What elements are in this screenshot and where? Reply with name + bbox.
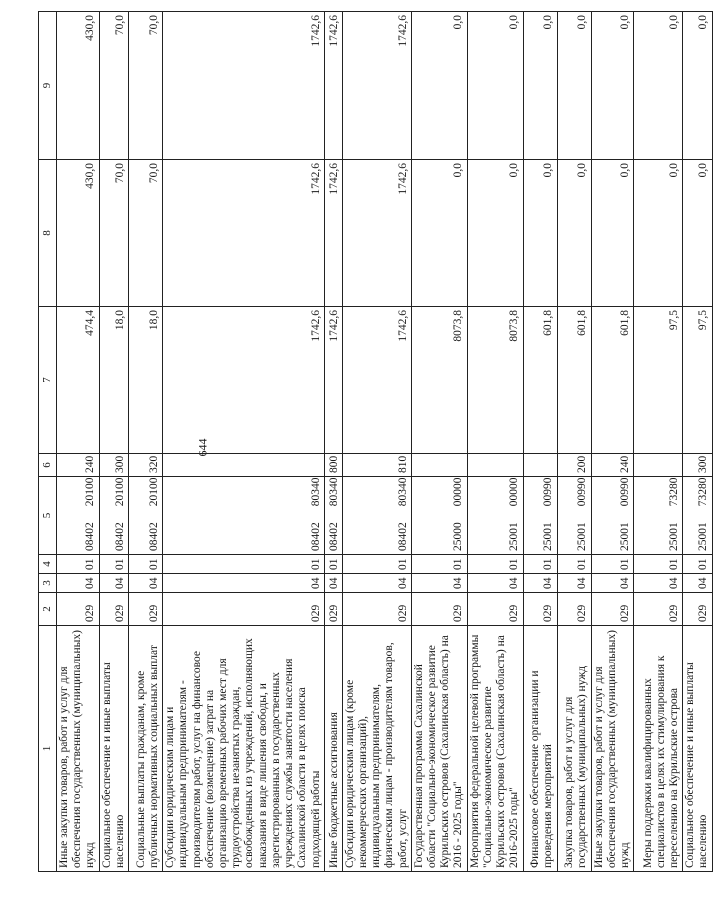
row-amount-year3: 1742,6 [342, 12, 411, 160]
table-row [591, 12, 634, 872]
row-amount-year2: 70,0 [129, 160, 163, 307]
row-name: Субсидии юридическим лицам (кроме некоммерческих организаций), индивидуальным предпринимателям, физическим лицам - производителям товаров, работ, услуг [342, 626, 411, 872]
row-amount-year1: 97,5 [634, 307, 683, 454]
target-code-part: 00000 [508, 477, 521, 507]
row-amount-year3: 0,0 [411, 12, 467, 160]
header-cell: 7 [39, 307, 57, 454]
row-code-expense-type [411, 454, 467, 477]
row-code-ministry: 029 [683, 593, 712, 626]
table-row [129, 12, 163, 872]
row-code-section: 04 [591, 574, 634, 593]
target-code-part: 00990 [619, 477, 631, 507]
row-amount-year2: 430,0 [57, 160, 100, 307]
table-row [324, 12, 342, 872]
header-cell: 9 [39, 12, 57, 160]
row-amount-year3: 70,0 [129, 12, 163, 160]
row-code-target [467, 477, 523, 555]
rotated-page [38, 12, 710, 872]
row-name: Мероприятия федеральной целевой программы "Социально-экономическое развитие Курильских островов (Сахалинская область) на 2016-2025 годы" [467, 626, 523, 872]
row-code-ministry: 029 [411, 593, 467, 626]
row-code-expense-type [163, 454, 325, 477]
row-code-expense-type: 800 [324, 454, 342, 477]
target-code-part: 08402 [309, 522, 322, 551]
row-code-ministry: 029 [324, 593, 342, 626]
row-code-section: 04 [99, 574, 128, 593]
row-amount-year2: 1742,6 [163, 160, 325, 307]
target-code-part: 80340 [327, 477, 340, 507]
header-cell: 6 [39, 454, 57, 477]
row-code-ministry: 029 [634, 593, 683, 626]
row-amount-year2: 1742,6 [324, 160, 342, 307]
table-row [57, 12, 100, 872]
row-amount-year3: 430,0 [57, 12, 100, 160]
row-code-subsection: 01 [163, 555, 325, 574]
target-code-part: 25000 [452, 522, 465, 551]
row-code-target [523, 477, 557, 555]
row-code-section: 04 [467, 574, 523, 593]
budget-table [38, 11, 713, 872]
row-code-section: 04 [683, 574, 712, 593]
row-amount-year3: 0,0 [557, 12, 591, 160]
row-amount-year2: 0,0 [683, 160, 712, 307]
target-code-part: 00000 [452, 477, 465, 507]
row-code-ministry: 029 [99, 593, 128, 626]
row-amount-year1: 601,8 [591, 307, 634, 454]
target-code-part: 80340 [309, 477, 322, 507]
row-amount-year1: 18,0 [99, 307, 128, 454]
row-code-target [129, 477, 163, 555]
row-code-ministry: 029 [467, 593, 523, 626]
row-code-ministry: 029 [57, 593, 100, 626]
table-row [467, 12, 523, 872]
row-code-subsection: 01 [634, 555, 683, 574]
row-amount-year2: 0,0 [557, 160, 591, 307]
target-code-part: 00990 [542, 477, 555, 507]
row-amount-year2: 0,0 [411, 160, 467, 307]
row-code-section: 04 [411, 574, 467, 593]
row-code-target [342, 477, 411, 555]
row-amount-year3: 1742,6 [163, 12, 325, 160]
row-name: Государственная программа Сахалинской области "Социально-экономическое развитие Курильских островов (Сахалинская область) на 2016 - 2025 годы" [411, 626, 467, 872]
target-code-part: 20100 [147, 477, 160, 507]
row-code-target [591, 477, 634, 555]
row-code-subsection: 01 [342, 555, 411, 574]
row-code-section: 04 [324, 574, 342, 593]
row-code-expense-type: 300 [99, 454, 128, 477]
row-code-subsection: 01 [324, 555, 342, 574]
row-name: Социальное обеспечение и иные выплаты населению [683, 626, 712, 872]
row-code-target [557, 477, 591, 555]
row-code-expense-type: 320 [129, 454, 163, 477]
row-code-ministry: 029 [129, 593, 163, 626]
row-amount-year2: 0,0 [634, 160, 683, 307]
row-code-expense-type [467, 454, 523, 477]
row-amount-year2: 70,0 [99, 160, 128, 307]
row-name: Социальные выплаты гражданам, кроме публичных нормативных социальных выплат [129, 626, 163, 872]
row-amount-year2: 0,0 [523, 160, 557, 307]
target-code-part: 25001 [542, 522, 555, 551]
row-name: Иные бюджетные ассигнования [324, 626, 342, 872]
row-amount-year1: 18,0 [129, 307, 163, 454]
row-name: Иные закупки товаров, работ и услуг для обеспечения государственных (муниципальных) нужд [591, 626, 634, 872]
row-amount-year1: 8073,8 [467, 307, 523, 454]
table-row [683, 12, 712, 872]
target-code-part: 25001 [668, 522, 680, 551]
row-name: Финансовое обеспечение организации и проведения мероприятий [523, 626, 557, 872]
row-amount-year3: 70,0 [99, 12, 128, 160]
header-cell: 4 [39, 555, 57, 574]
row-amount-year1: 474,4 [57, 307, 100, 454]
target-code-part: 73280 [668, 477, 680, 507]
row-name: Социальное обеспечение и иные выплаты населению [99, 626, 128, 872]
row-code-subsection: 01 [683, 555, 712, 574]
row-amount-year2: 0,0 [591, 160, 634, 307]
target-code-part: 08402 [147, 522, 160, 551]
row-code-ministry: 029 [591, 593, 634, 626]
table-row [163, 12, 325, 872]
row-code-expense-type: 240 [591, 454, 634, 477]
row-code-section: 04 [523, 574, 557, 593]
row-code-subsection: 01 [523, 555, 557, 574]
row-amount-year1: 1742,6 [324, 307, 342, 454]
row-code-expense-type: 200 [557, 454, 591, 477]
table-row [342, 12, 411, 872]
row-code-ministry: 029 [557, 593, 591, 626]
target-code-part: 08402 [396, 522, 409, 551]
row-amount-year3: 0,0 [683, 12, 712, 160]
row-code-expense-type: 240 [57, 454, 100, 477]
row-amount-year2: 1742,6 [342, 160, 411, 307]
row-amount-year3: 0,0 [634, 12, 683, 160]
row-amount-year3: 0,0 [523, 12, 557, 160]
page-number: 644 [195, 438, 210, 457]
row-code-section: 04 [342, 574, 411, 593]
row-name: Закупка товаров, работ и услуг для государственных (муниципальных) нужд [557, 626, 591, 872]
row-code-target [99, 477, 128, 555]
row-amount-year1: 1742,6 [163, 307, 325, 454]
row-code-subsection: 01 [57, 555, 100, 574]
row-code-subsection: 01 [129, 555, 163, 574]
table-row [523, 12, 557, 872]
header-cell: 1 [39, 626, 57, 872]
target-code-part: 20100 [84, 477, 97, 507]
row-code-subsection: 01 [467, 555, 523, 574]
target-code-part: 00990 [576, 477, 589, 507]
table-row [99, 12, 128, 872]
header-row [39, 12, 57, 872]
row-code-section: 04 [163, 574, 325, 593]
row-code-subsection: 01 [591, 555, 634, 574]
row-code-ministry: 029 [342, 593, 411, 626]
row-amount-year1: 1742,6 [342, 307, 411, 454]
row-name: Меры поддержки квалифицированных специалистов в целях их стимулирования к переселению на Курильские острова [634, 626, 683, 872]
row-code-section: 04 [129, 574, 163, 593]
row-amount-year3: 1742,6 [324, 12, 342, 160]
row-code-section: 04 [557, 574, 591, 593]
row-code-subsection: 01 [411, 555, 467, 574]
row-code-subsection: 01 [557, 555, 591, 574]
row-code-subsection: 01 [99, 555, 128, 574]
row-code-expense-type: 300 [683, 454, 712, 477]
target-code-part: 80340 [396, 477, 409, 507]
target-code-part: 25001 [576, 522, 589, 551]
row-amount-year3: 0,0 [591, 12, 634, 160]
row-code-target [634, 477, 683, 555]
row-amount-year1: 8073,8 [411, 307, 467, 454]
row-amount-year1: 601,8 [557, 307, 591, 454]
row-amount-year3: 0,0 [467, 12, 523, 160]
target-code-part: 25001 [508, 522, 521, 551]
target-code-part: 25001 [619, 522, 631, 551]
target-code-part: 08402 [113, 522, 126, 551]
row-name: Иные закупки товаров, работ и услуг для обеспечения государственных (муниципальных) нужд [57, 626, 100, 872]
target-code-part: 08402 [327, 522, 340, 551]
target-code-part: 20100 [113, 477, 126, 507]
row-code-target [324, 477, 342, 555]
row-code-target [57, 477, 100, 555]
target-code-part: 08402 [84, 522, 97, 551]
row-amount-year2: 0,0 [467, 160, 523, 307]
row-amount-year1: 601,8 [523, 307, 557, 454]
target-code-part: 25001 [697, 522, 710, 551]
row-code-target [163, 477, 325, 555]
row-code-target [683, 477, 712, 555]
header-cell: 8 [39, 160, 57, 307]
row-name: Субсидии юридическим лицам и индивидуальным предпринимателям - производителям работ, услуг на финансовое обеспечение (возмещение) затрат на организацию временных рабочих мест для трудоустройства незанятых граждан, освобожденных из учреждений, исполняющих наказания в виде лишения свободы, и зарегистрированных в государственных учреждениях службы занятости населения Сахалинской области в целях поиска подходящей работы [163, 626, 325, 872]
row-code-target [411, 477, 467, 555]
target-code-part: 73280 [697, 477, 710, 507]
row-code-expense-type: 810 [342, 454, 411, 477]
row-code-ministry: 029 [523, 593, 557, 626]
header-cell: 5 [39, 477, 57, 555]
table-row [557, 12, 591, 872]
row-code-section: 04 [634, 574, 683, 593]
row-amount-year1: 97,5 [683, 307, 712, 454]
table-row [634, 12, 683, 872]
header-cell: 3 [39, 574, 57, 593]
row-code-ministry: 029 [163, 593, 325, 626]
table-row [411, 12, 467, 872]
row-code-section: 04 [57, 574, 100, 593]
row-code-expense-type [523, 454, 557, 477]
row-code-expense-type [634, 454, 683, 477]
header-cell: 2 [39, 593, 57, 626]
